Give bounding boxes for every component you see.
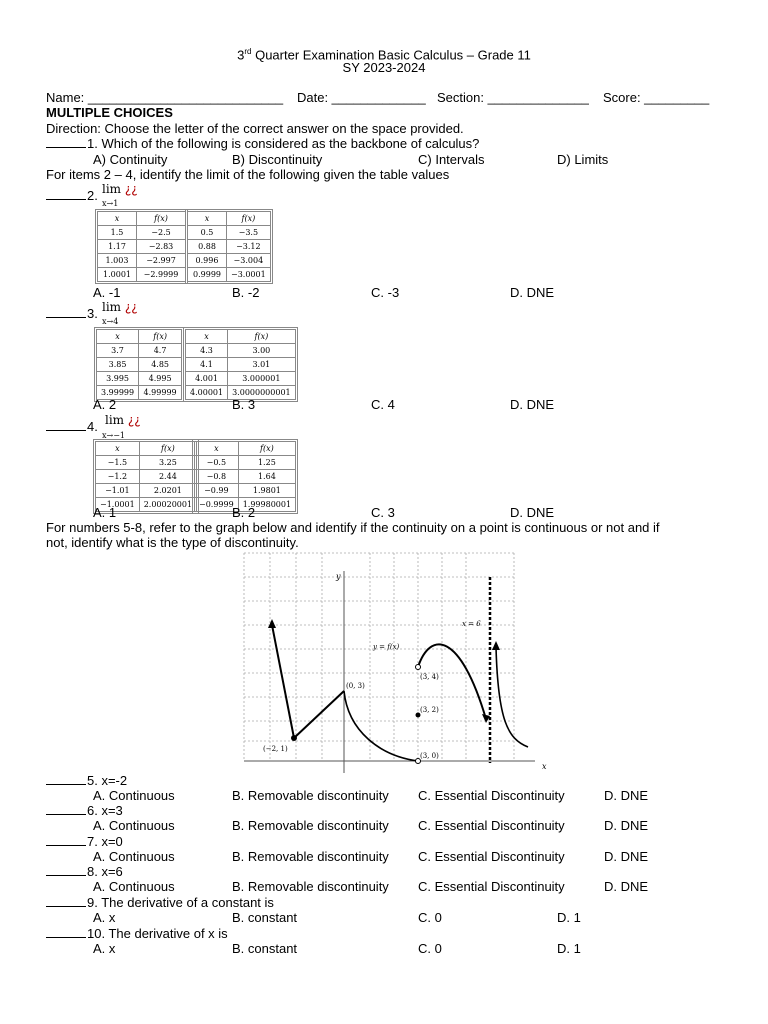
label-point-3-2: (3, 2) xyxy=(420,706,439,714)
table-cell: −2.5 xyxy=(137,226,186,240)
table-header: x xyxy=(96,442,140,456)
q3-limit xyxy=(102,300,138,315)
q3-left-table xyxy=(96,329,182,400)
question-text: 1. Which of the following is considered as the backbone of calculus? xyxy=(87,136,480,151)
table-cell: 4.7 xyxy=(139,344,182,358)
choice-c: C. 4 xyxy=(371,397,395,412)
table-cell: −3.004 xyxy=(227,254,271,268)
choice-d: D. DNE xyxy=(604,849,649,864)
table-cell: −1.5 xyxy=(96,456,140,470)
answer-blank[interactable] xyxy=(46,188,86,200)
direction-text: Direction: Choose the letter of the correct answer on the space provided. xyxy=(46,121,464,136)
choice-d: D. 1 xyxy=(557,910,581,925)
answer-blank[interactable] xyxy=(46,864,86,876)
table-cell: −2.9999 xyxy=(137,268,186,282)
arrow-up-left xyxy=(268,619,276,628)
table-cell: −2.83 xyxy=(137,240,186,254)
choice-d: D. DNE xyxy=(510,285,555,300)
choice-a: A. -1 xyxy=(93,285,121,300)
answer-blank[interactable] xyxy=(46,136,86,148)
q3-limit-sub: x→4 xyxy=(102,317,119,326)
question-10 xyxy=(46,926,228,941)
q3-right-table xyxy=(185,329,296,400)
choice-b: B. Removable discontinuity xyxy=(232,879,389,894)
unknown-glyphs: ¿¿ xyxy=(124,300,138,314)
choice-c: C. Essential Discontinuity xyxy=(418,818,565,833)
table-header: x xyxy=(188,212,227,226)
choice-c: C. -3 xyxy=(371,285,400,300)
table-cell: −1.01 xyxy=(96,484,140,498)
choice-d: D. DNE xyxy=(510,397,555,412)
choice-a: A. x xyxy=(93,910,116,925)
table-cell: −2.997 xyxy=(137,254,186,268)
table-cell: −1.2 xyxy=(96,470,140,484)
table-cell: 3.7 xyxy=(97,344,139,358)
question-text: 9. The derivative of a constant is xyxy=(87,895,274,910)
choice-d: D) Limits xyxy=(557,152,609,167)
lim-symbol: lim xyxy=(102,300,122,314)
choice-b: B. -2 xyxy=(232,285,260,300)
question-9 xyxy=(46,895,274,910)
unknown-glyphs: ¿¿ xyxy=(127,413,141,427)
question-5 xyxy=(46,773,127,788)
table-header: f(x) xyxy=(238,442,295,456)
table-cell: 1.9801 xyxy=(238,484,295,498)
q4-limit-sub: x→−1 xyxy=(102,431,126,440)
question-4 xyxy=(46,419,98,434)
question-text: 7. x=0 xyxy=(87,834,123,849)
graph-instruction-line-2: not, identify what is the type of discontinuity. xyxy=(46,535,299,550)
table-header: f(x) xyxy=(139,330,182,344)
table-cell: 0.996 xyxy=(188,254,227,268)
choice-c: C) Intervals xyxy=(418,152,485,167)
function-label: y = f(x) xyxy=(373,643,400,651)
table-cell: 1.25 xyxy=(238,456,295,470)
table-cell: 0.88 xyxy=(188,240,227,254)
answer-blank[interactable] xyxy=(46,419,86,431)
answer-blank[interactable] xyxy=(46,834,86,846)
function-graph xyxy=(230,551,550,776)
table-cell: 3.995 xyxy=(97,372,139,386)
choice-b: B. constant xyxy=(232,941,298,956)
arrow-up-right xyxy=(492,641,500,650)
table-cell: 2.00020001 xyxy=(139,498,196,512)
q2-right-table xyxy=(187,211,271,282)
choice-c: C. Essential Discontinuity xyxy=(418,849,565,864)
table-cell: 2.0201 xyxy=(139,484,196,498)
table-cell: 2.44 xyxy=(139,470,196,484)
choice-a: A) Continuity xyxy=(93,152,168,167)
label-point-3-0: (3, 0) xyxy=(420,752,439,760)
choice-d: D. DNE xyxy=(604,879,649,894)
table-cell: 3.00 xyxy=(228,344,296,358)
table-cell: −1.0001 xyxy=(96,498,140,512)
lim-symbol: lim xyxy=(102,182,122,196)
table-cell: 3.000001 xyxy=(228,372,296,386)
choice-c: C. 0 xyxy=(418,941,442,956)
title-text: Quarter Examination Basic Calculus – Grade 11 xyxy=(251,47,531,63)
choice-d: D. 1 xyxy=(557,941,581,956)
q2-left-table xyxy=(97,211,186,282)
choice-a: A. Continuous xyxy=(93,849,175,864)
lim-symbol: lim xyxy=(105,413,125,427)
question-8 xyxy=(46,864,123,879)
table-cell: 4.995 xyxy=(139,372,182,386)
table-cell: 4.99999 xyxy=(139,386,182,400)
choice-b: B. Removable discontinuity xyxy=(232,788,389,803)
q4-right-table xyxy=(194,441,296,512)
table-cell: −0.5 xyxy=(195,456,239,470)
choice-b: B) Discontinuity xyxy=(232,152,323,167)
section-field[interactable]: Section: ______________ xyxy=(437,90,589,105)
table-cell: 1.0001 xyxy=(98,268,137,282)
answer-blank[interactable] xyxy=(46,306,86,318)
table-cell: 1.99980001 xyxy=(238,498,295,512)
q2-limit xyxy=(102,182,138,197)
choice-b: B. constant xyxy=(232,910,298,925)
question-1 xyxy=(46,136,479,151)
question-number: 2. xyxy=(87,188,98,203)
table-cell: 0.5 xyxy=(188,226,227,240)
answer-blank[interactable] xyxy=(46,895,86,907)
table-cell: 4.3 xyxy=(186,344,228,358)
label-point-3-4: (3, 4) xyxy=(420,673,439,681)
choice-d: D. DNE xyxy=(510,505,555,520)
choice-b: B. Removable discontinuity xyxy=(232,849,389,864)
choice-b: B. Removable discontinuity xyxy=(232,818,389,833)
question-text: 8. x=6 xyxy=(87,864,123,879)
answer-blank[interactable] xyxy=(46,773,86,785)
point-neg2-1 xyxy=(291,735,297,741)
table-cell: 4.85 xyxy=(139,358,182,372)
table-header: f(x) xyxy=(139,442,196,456)
table-header: x xyxy=(97,330,139,344)
q4-left-table xyxy=(95,441,197,512)
table-header: x xyxy=(186,330,228,344)
items-2-4-instruction: For items 2 – 4, identify the limit of the following given the table values xyxy=(46,167,450,182)
choice-a: A. Continuous xyxy=(93,879,175,894)
table-header: x xyxy=(98,212,137,226)
question-2 xyxy=(46,188,98,203)
table-cell: 3.99999 xyxy=(97,386,139,400)
table-cell: 3.85 xyxy=(97,358,139,372)
label-point-neg2-1: (−2, 1) xyxy=(263,745,288,753)
table-header: f(x) xyxy=(228,330,296,344)
question-6 xyxy=(46,803,123,818)
table-cell: −0.99 xyxy=(195,484,239,498)
choice-a: A. x xyxy=(93,941,116,956)
title-ordinal-suffix: rd xyxy=(244,47,252,56)
date-field[interactable]: Date: _____________ xyxy=(297,90,426,105)
choice-c: C. Essential Discontinuity xyxy=(418,879,565,894)
q2-limit-sub: x→1 xyxy=(102,199,119,208)
question-number: 3. xyxy=(87,306,98,321)
grid xyxy=(244,553,514,761)
school-year: SY 2023-2024 xyxy=(342,60,426,75)
table-cell: 1.003 xyxy=(98,254,137,268)
score-field[interactable]: Score: _________ xyxy=(603,90,710,105)
table-cell: 3.0000000001 xyxy=(228,386,296,400)
choice-a: A. 1 xyxy=(93,505,117,520)
choice-d: D. DNE xyxy=(604,818,649,833)
answer-blank[interactable] xyxy=(46,803,86,815)
choice-a: A. Continuous xyxy=(93,818,175,833)
choice-a: A. 2 xyxy=(93,397,117,412)
question-number: 4. xyxy=(87,419,98,434)
label-point-0-3: (0, 3) xyxy=(346,682,365,690)
question-text: 6. x=3 xyxy=(87,803,123,818)
y-axis-label: y xyxy=(336,572,341,581)
choice-d: D. DNE xyxy=(604,788,649,803)
q4-limit xyxy=(105,413,141,428)
choice-b: B. 2 xyxy=(232,505,256,520)
choice-b: B. 3 xyxy=(232,397,256,412)
table-cell: 3.01 xyxy=(228,358,296,372)
table-cell: −0.9999 xyxy=(195,498,239,512)
table-cell: 3.25 xyxy=(139,456,196,470)
choice-a: A. Continuous xyxy=(93,788,175,803)
choice-c: C. 3 xyxy=(371,505,395,520)
table-cell: 1.64 xyxy=(238,470,295,484)
unknown-glyphs: ¿¿ xyxy=(124,182,138,196)
table-cell: −3.5 xyxy=(227,226,271,240)
title-ordinal: 3 xyxy=(237,47,245,63)
table-header: x xyxy=(195,442,239,456)
choice-c: C. Essential Discontinuity xyxy=(418,788,565,803)
x-axis-label: x xyxy=(542,762,547,771)
graph-instruction-line-1: For numbers 5-8, refer to the graph below and identify if the continuity on a point is continuous or not and if xyxy=(46,520,660,535)
table-cell: 4.00001 xyxy=(186,386,228,400)
table-cell: 1.5 xyxy=(98,226,137,240)
table-cell: −3.0001 xyxy=(227,268,271,282)
name-field[interactable]: Name: ___________________________ xyxy=(46,90,284,105)
question-text: 10. The derivative of x is xyxy=(87,926,228,941)
table-cell: 4.1 xyxy=(186,358,228,372)
table-cell: 1.17 xyxy=(98,240,137,254)
point-3-4-open xyxy=(416,665,421,670)
table-header: f(x) xyxy=(227,212,271,226)
asymptote-label: x = 6 xyxy=(462,620,481,628)
curve-decreasing xyxy=(344,691,418,761)
question-3 xyxy=(46,306,98,321)
question-text: 5. x=-2 xyxy=(87,773,128,788)
table-header: f(x) xyxy=(137,212,186,226)
answer-blank[interactable] xyxy=(46,926,86,938)
table-cell: 4.001 xyxy=(186,372,228,386)
table-cell: −3.12 xyxy=(227,240,271,254)
question-7 xyxy=(46,834,123,849)
table-cell: −0.8 xyxy=(195,470,239,484)
choice-c: C. 0 xyxy=(418,910,442,925)
section-title: MULTIPLE CHOICES xyxy=(46,105,173,120)
table-cell: 0.9999 xyxy=(188,268,227,282)
